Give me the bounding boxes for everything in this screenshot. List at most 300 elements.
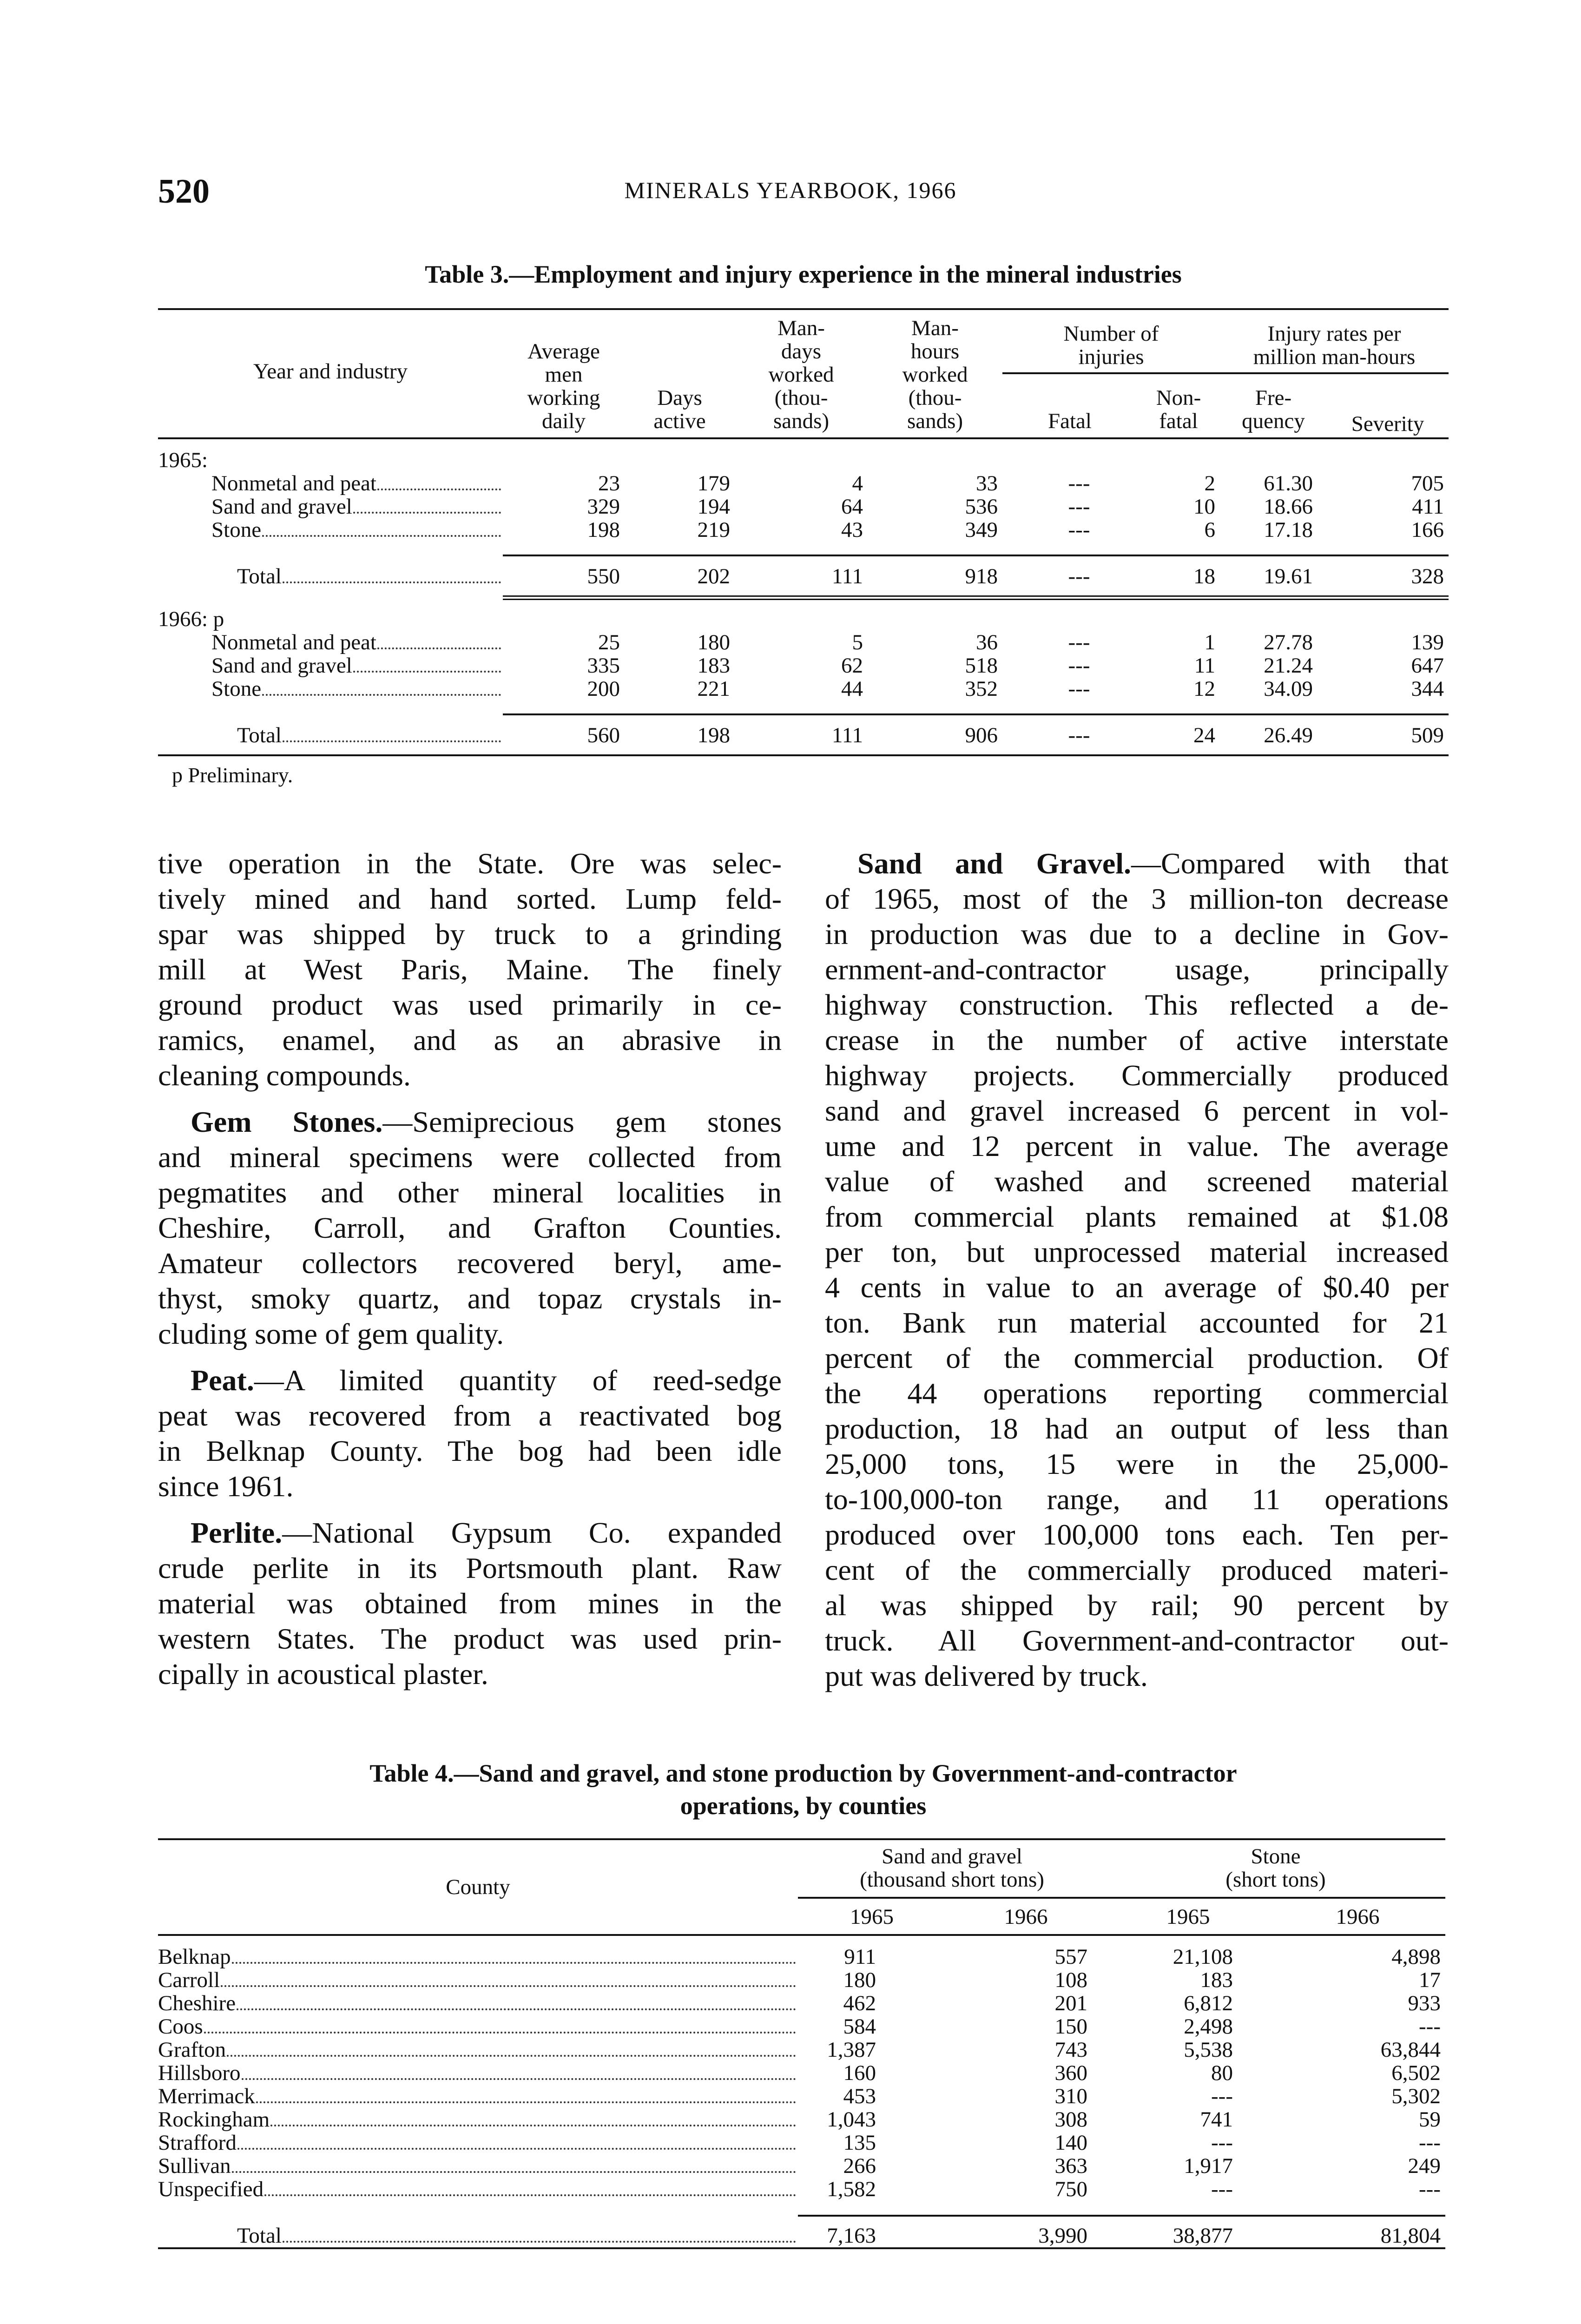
line-text: —A limited quantity of reed-sedge xyxy=(254,1364,782,1397)
header-line: Injury rates per xyxy=(1267,321,1401,346)
dot-leader xyxy=(283,740,501,742)
text-line xyxy=(158,1398,782,1433)
text-line xyxy=(825,1093,1449,1129)
dot-leader xyxy=(232,1962,796,1964)
header-line: hours xyxy=(910,339,960,363)
line-text: ramics, enamel, and as an abrasive in xyxy=(158,1023,782,1056)
table3-total-row xyxy=(158,714,1449,747)
header-line: days xyxy=(781,339,822,363)
header-year: 1965 xyxy=(850,1905,894,1929)
header-line: Stone xyxy=(1251,1844,1301,1868)
year-label: 1966: p xyxy=(158,607,224,631)
paragraph xyxy=(825,846,1449,1694)
line-text: mill at West Paris, Maine. The finely xyxy=(158,953,782,986)
cell-sg1965: 135 xyxy=(843,2131,876,2155)
dot-leader xyxy=(232,2171,796,2173)
dot-leader xyxy=(242,2078,796,2080)
cell-sg1966: 150 xyxy=(1054,2014,1087,2039)
line-text: per ton, but unprocessed material increased xyxy=(825,1235,1449,1268)
line-text: material was obtained from mines in the xyxy=(158,1587,782,1620)
line-text: sand and gravel increased 6 percent in vol- xyxy=(825,1094,1449,1127)
label-with-leader xyxy=(211,472,503,495)
cell-st1966: 81,804 xyxy=(1380,2224,1441,2248)
line-text: tively mined and hand sorted. Lump feld- xyxy=(158,882,782,915)
county-label xyxy=(158,2178,798,2201)
dot-leader xyxy=(237,2148,796,2150)
table4-row xyxy=(158,2061,1445,2085)
cell-sg1965: 453 xyxy=(843,2084,876,2108)
county-label xyxy=(158,2154,798,2178)
cell-men: 335 xyxy=(587,654,620,678)
line-text: tive operation in the State. Ore was selec- xyxy=(158,847,782,880)
cell-severity: 328 xyxy=(1411,564,1444,588)
cell-st1965: 21,108 xyxy=(1173,1945,1233,1969)
county-label xyxy=(158,2131,798,2154)
header-line: quency xyxy=(1242,409,1305,433)
cell-st1966: 17 xyxy=(1419,1968,1441,1992)
dot-leader xyxy=(264,2194,796,2196)
text-line xyxy=(158,917,782,952)
cell-severity: 411 xyxy=(1412,495,1444,519)
line-text: 4 cents in value to an average of $0.40 per xyxy=(825,1271,1449,1304)
text-line xyxy=(158,1469,782,1504)
industry-name: Nonmetal and peat xyxy=(211,472,376,495)
cell-days: 198 xyxy=(697,723,730,747)
line-text: crease in the number of active interstate xyxy=(825,1023,1449,1056)
text-line xyxy=(158,1210,782,1246)
cell-fatal: --- xyxy=(1068,677,1090,701)
cell-sg1965: 160 xyxy=(843,2061,876,2085)
table4-grid xyxy=(158,1838,1445,2249)
total-rule-row xyxy=(158,2201,1445,2216)
row-label xyxy=(158,495,503,518)
county-name: Merrimack xyxy=(158,2085,255,2108)
text-line xyxy=(825,881,1449,917)
cell-man-days: 4 xyxy=(852,471,863,495)
table4-row xyxy=(158,2085,1445,2108)
header-line: sands) xyxy=(773,409,830,433)
county-name: Total xyxy=(237,2224,282,2248)
header-line: Fre- xyxy=(1255,386,1292,410)
cell-sg1966: 308 xyxy=(1054,2107,1087,2132)
header-county: County xyxy=(158,1839,798,1935)
header-line: active xyxy=(653,409,706,433)
header-line: sands) xyxy=(907,409,963,433)
label-with-leader xyxy=(211,631,503,654)
cell-frequency: 18.66 xyxy=(1264,495,1313,519)
text-line xyxy=(825,1411,1449,1446)
header-man-days xyxy=(735,309,868,438)
cell-sg1965: 180 xyxy=(843,1968,876,1992)
cell-men: 25 xyxy=(598,630,620,654)
line-text: produced over 100,000 tons each. Ten per- xyxy=(825,1518,1449,1551)
paragraph xyxy=(158,1104,782,1352)
text-line xyxy=(158,1246,782,1281)
cell-sg1966: 750 xyxy=(1054,2177,1087,2201)
text-line xyxy=(158,1515,782,1551)
text-line xyxy=(825,1164,1449,1199)
header-average-men xyxy=(503,309,625,438)
cell-sg1966: 557 xyxy=(1054,1945,1087,1969)
text-line xyxy=(825,1058,1449,1093)
county-label xyxy=(158,1992,798,2015)
table4-row xyxy=(158,2038,1445,2061)
text-line xyxy=(158,952,782,987)
table4-header-row xyxy=(158,1839,1445,1898)
header-line: million man-hours xyxy=(1253,344,1416,369)
label-with-leader xyxy=(237,2224,798,2247)
industry-name: Sand and gravel xyxy=(211,495,352,518)
text-line xyxy=(158,1621,782,1657)
text-line xyxy=(825,1235,1449,1270)
header-line: Sand and gravel xyxy=(882,1844,1022,1868)
text-line xyxy=(158,1363,782,1398)
line-text: cipally in acoustical plaster. xyxy=(158,1657,488,1690)
line-text: —National Gypsum Co. expanded xyxy=(282,1516,782,1549)
header-line: Number of xyxy=(1063,321,1159,346)
cell-man-days: 64 xyxy=(841,495,863,519)
header-number-of-injuries xyxy=(1002,309,1220,373)
cell-frequency: 61.30 xyxy=(1264,471,1313,495)
paragraph xyxy=(158,1363,782,1504)
label-with-leader xyxy=(158,2015,798,2038)
cell-fatal: --- xyxy=(1068,723,1090,747)
row-label xyxy=(158,654,503,677)
paragraph xyxy=(158,846,782,1093)
dot-leader xyxy=(283,581,501,583)
label-with-leader xyxy=(211,495,503,518)
table3-body xyxy=(158,438,1449,755)
line-text: thyst, smoky quartz, and topaz crystals in- xyxy=(158,1282,782,1315)
county-label xyxy=(158,1968,798,1992)
cell-men: 198 xyxy=(587,518,620,542)
line-text: peat was recovered from a reactivated bog xyxy=(158,1399,782,1432)
cell-st1965: 2,498 xyxy=(1184,2014,1233,2039)
table4-row xyxy=(158,1992,1445,2015)
text-line xyxy=(158,881,782,917)
cell-nonfatal: 11 xyxy=(1194,654,1216,678)
header-line: Man- xyxy=(777,316,825,340)
line-text: highway construction. This reflected a de- xyxy=(825,988,1449,1021)
table4-row xyxy=(158,2131,1445,2154)
label-with-leader xyxy=(158,2154,798,2178)
county-name: Rockingham xyxy=(158,2108,270,2131)
cell-sg1965: 584 xyxy=(843,2014,876,2039)
cell-nonfatal: 24 xyxy=(1193,723,1216,747)
table3-head xyxy=(158,309,1449,438)
header-man-hours xyxy=(868,309,1002,438)
cell-fatal: --- xyxy=(1068,471,1090,495)
cell-st1965: 38,877 xyxy=(1173,2224,1233,2248)
cell-st1966: 4,898 xyxy=(1391,1945,1441,1969)
row-label xyxy=(158,631,503,654)
header-line: worked xyxy=(768,363,834,387)
cell-man-days: 43 xyxy=(841,518,863,542)
table4-row xyxy=(158,1968,1445,1992)
label-with-leader xyxy=(158,1968,798,1992)
line-text: cluding some of gem quality. xyxy=(158,1317,504,1350)
header-severity: Severity xyxy=(1351,412,1424,436)
cell-days: 221 xyxy=(697,677,730,701)
cell-st1966: 59 xyxy=(1419,2107,1441,2132)
text-line xyxy=(825,1588,1449,1623)
cell-men: 23 xyxy=(598,471,620,495)
label-with-leader xyxy=(158,2131,798,2154)
cell-men: 329 xyxy=(587,495,620,519)
table4-head xyxy=(158,1839,1445,1935)
line-text: value of washed and screened material xyxy=(825,1165,1449,1198)
county-name: Strafford xyxy=(158,2131,237,2154)
cell-man-hours: 518 xyxy=(965,654,998,678)
label-with-leader xyxy=(158,2038,798,2061)
line-text: percent of the commercial production. Of xyxy=(825,1341,1449,1374)
cell-severity: 509 xyxy=(1411,723,1444,747)
cell-men: 550 xyxy=(587,564,620,588)
table3-total-row xyxy=(158,555,1449,588)
industry-name: Stone xyxy=(211,518,262,541)
dot-leader xyxy=(270,2125,796,2126)
text-line xyxy=(158,987,782,1023)
cell-man-days: 111 xyxy=(831,564,863,588)
cell-fatal: --- xyxy=(1068,518,1090,542)
cell-days: 219 xyxy=(697,518,730,542)
dot-leader xyxy=(256,2101,796,2103)
line-text: in Belknap County. The bog had been idle xyxy=(158,1434,782,1467)
line-text: ground product was used primarily in ce- xyxy=(158,988,782,1021)
header-line: working xyxy=(527,386,600,410)
cell-frequency: 34.09 xyxy=(1264,677,1313,701)
cell-st1965: 1,917 xyxy=(1184,2154,1233,2178)
label-with-leader xyxy=(158,2085,798,2108)
county-name: Hillsboro xyxy=(158,2061,241,2085)
row-label xyxy=(158,472,503,495)
table3-grid xyxy=(158,308,1449,756)
page-number: 520 xyxy=(158,172,210,211)
header-injury-rates xyxy=(1220,309,1449,373)
line-text: ernment-and-contractor usage, principally xyxy=(825,953,1449,986)
header-line: (thou- xyxy=(774,386,828,410)
label-with-leader xyxy=(158,2108,798,2131)
label-with-leader xyxy=(237,565,503,588)
cell-frequency: 21.24 xyxy=(1264,654,1313,678)
cell-sg1966: 743 xyxy=(1054,2038,1087,2062)
cell-fatal: --- xyxy=(1068,564,1090,588)
cell-sg1966: 360 xyxy=(1054,2061,1087,2085)
table3-row xyxy=(158,631,1449,654)
text-line xyxy=(825,1270,1449,1305)
cell-sg1965: 7,163 xyxy=(827,2224,876,2248)
table3-footnote: p Preliminary. xyxy=(172,763,293,787)
total-rule-row xyxy=(158,541,1449,555)
cell-frequency: 19.61 xyxy=(1264,564,1313,588)
table4-title xyxy=(158,1757,1449,1822)
cell-sg1966: 3,990 xyxy=(1038,2224,1087,2248)
dot-leader xyxy=(227,2055,796,2057)
table3-year-row xyxy=(158,438,1449,472)
text-line xyxy=(825,1658,1449,1694)
cell-st1965: 5,538 xyxy=(1184,2038,1233,2062)
dot-leader xyxy=(221,1985,796,1987)
left-text-column xyxy=(158,846,782,1703)
line-text: and mineral specimens were collected from xyxy=(158,1141,782,1174)
dot-leader xyxy=(204,2032,796,2034)
text-line xyxy=(825,952,1449,987)
cell-days: 202 xyxy=(697,564,730,588)
county-label xyxy=(158,2216,798,2248)
industry-name: Nonmetal and peat xyxy=(211,631,376,654)
text-line xyxy=(158,846,782,881)
table4-body xyxy=(158,1935,1445,2248)
text-line xyxy=(825,1552,1449,1588)
text-line xyxy=(825,1482,1449,1517)
header-line: (thousand short tons) xyxy=(860,1868,1044,1892)
table4-title-line: operations, by counties xyxy=(680,1792,927,1820)
line-text: Cheshire, Carroll, and Grafton Counties. xyxy=(158,1211,782,1244)
cell-severity: 705 xyxy=(1411,471,1444,495)
cell-sg1965: 911 xyxy=(844,1945,876,1969)
header-year: 1966 xyxy=(1004,1905,1048,1929)
header-line: (thou- xyxy=(908,386,962,410)
table4-row xyxy=(158,2154,1445,2178)
header-line: Average xyxy=(527,339,600,363)
line-text: Amateur collectors recovered beryl, ame- xyxy=(158,1247,782,1280)
total-rule-row xyxy=(158,700,1449,714)
text-line xyxy=(825,1340,1449,1376)
dot-leader xyxy=(237,2008,796,2010)
cell-severity: 344 xyxy=(1411,677,1444,701)
table3-row xyxy=(158,495,1449,518)
header-line: (short tons) xyxy=(1225,1868,1326,1892)
county-name: Belknap xyxy=(158,1945,231,1968)
table4-row xyxy=(158,1945,1445,1968)
line-text: cleaning compounds. xyxy=(158,1059,411,1092)
header-year: 1966 xyxy=(1336,1905,1380,1929)
cell-fatal: --- xyxy=(1068,654,1090,678)
county-name: Unspecified xyxy=(158,2178,264,2201)
cell-nonfatal: 12 xyxy=(1193,677,1216,701)
cell-sg1966: 108 xyxy=(1054,1968,1087,1992)
cell-fatal: --- xyxy=(1068,495,1090,519)
text-line xyxy=(825,846,1449,881)
line-text: al was shipped by rail; 90 percent by xyxy=(825,1589,1449,1622)
table3-header-row xyxy=(158,309,1449,373)
cell-st1966: 6,502 xyxy=(1391,2061,1441,2085)
cell-severity: 139 xyxy=(1411,630,1444,654)
line-text: the 44 operations reporting commercial xyxy=(825,1377,1449,1410)
cell-st1965: --- xyxy=(1211,2131,1233,2155)
year-label: 1965: xyxy=(158,448,208,472)
cell-st1966: 5,302 xyxy=(1391,2084,1441,2108)
header-line: fatal xyxy=(1159,409,1198,433)
line-text: pegmatites and other mineral localities in xyxy=(158,1176,782,1209)
industry-name: Total xyxy=(237,564,282,588)
table4-row xyxy=(158,2108,1445,2131)
text-line xyxy=(825,1023,1449,1058)
dot-leader xyxy=(262,694,501,696)
label-with-leader xyxy=(158,2178,798,2201)
spacer xyxy=(158,1935,1445,1945)
cell-man-hours: 349 xyxy=(965,518,998,542)
line-text: from commercial plants remained at $1.08 xyxy=(825,1200,1449,1233)
text-line xyxy=(158,1586,782,1621)
dot-leader xyxy=(377,647,501,649)
section-heading: Sand and Gravel. xyxy=(857,847,1131,880)
cell-st1966: --- xyxy=(1419,2014,1441,2039)
cell-sg1965: 1,043 xyxy=(827,2107,876,2132)
cell-sg1965: 1,582 xyxy=(827,2177,876,2201)
table4-total-row xyxy=(158,2216,1445,2248)
header-line: Man- xyxy=(911,316,959,340)
row-label xyxy=(158,555,503,588)
text-line xyxy=(825,1446,1449,1482)
header-days-active xyxy=(625,309,735,438)
total-bottom-rule xyxy=(158,747,1449,755)
text-line xyxy=(825,1623,1449,1658)
cell-nonfatal: 18 xyxy=(1193,564,1216,588)
cell-days: 180 xyxy=(697,630,730,654)
line-text: western States. The product was used prin- xyxy=(158,1622,782,1655)
label-with-leader xyxy=(211,518,503,541)
line-text: spar was shipped by truck to a grinding xyxy=(158,918,782,951)
table3-row xyxy=(158,472,1449,495)
county-label xyxy=(158,2015,798,2038)
line-text: to-100,000-ton range, and 11 operations xyxy=(825,1483,1449,1516)
county-label xyxy=(158,2085,798,2108)
label-with-leader xyxy=(211,677,503,700)
cell-man-hours: 36 xyxy=(976,630,998,654)
table3-year-row xyxy=(158,598,1449,631)
running-title: MINERALS YEARBOOK, 1966 xyxy=(624,177,957,203)
industry-name: Sand and gravel xyxy=(211,654,352,677)
header-frequency xyxy=(1220,373,1327,438)
text-line xyxy=(158,1175,782,1210)
text-line xyxy=(158,1657,782,1692)
cell-man-days: 5 xyxy=(852,630,863,654)
cell-sg1966: 201 xyxy=(1054,1991,1087,2015)
cell-frequency: 26.49 xyxy=(1264,723,1313,747)
header-line: Non- xyxy=(1156,386,1201,410)
cell-sg1966: 310 xyxy=(1054,2084,1087,2108)
county-name: Cheshire xyxy=(158,1992,236,2015)
cell-men: 560 xyxy=(587,723,620,747)
cell-st1965: 80 xyxy=(1211,2061,1233,2085)
section-heading: Perlite. xyxy=(191,1516,283,1549)
text-line xyxy=(825,987,1449,1023)
cell-severity: 166 xyxy=(1411,518,1444,542)
table3 xyxy=(158,308,1449,787)
cell-man-hours: 536 xyxy=(965,495,998,519)
line-text: ume and 12 percent in value. The average xyxy=(825,1129,1449,1162)
county-label xyxy=(158,2061,798,2085)
dot-leader xyxy=(262,535,501,537)
cell-st1965: 183 xyxy=(1200,1968,1233,1992)
cell-nonfatal: 6 xyxy=(1204,518,1216,542)
cell-st1965: 741 xyxy=(1200,2107,1233,2132)
text-line xyxy=(158,1058,782,1093)
line-text: cent of the commercially produced materi- xyxy=(825,1553,1449,1586)
section-heading: Gem Stones. xyxy=(191,1105,383,1138)
cell-st1966: --- xyxy=(1419,2177,1441,2201)
cell-man-hours: 906 xyxy=(965,723,998,747)
table4 xyxy=(158,1838,1445,2249)
cell-st1966: 933 xyxy=(1408,1991,1441,2015)
cell-sg1965: 462 xyxy=(843,1991,876,2015)
line-text: 25,000 tons, 15 were in the 25,000- xyxy=(825,1447,1449,1480)
cell-men: 200 xyxy=(587,677,620,701)
header-sand-gravel xyxy=(798,1839,1106,1898)
text-line xyxy=(825,1129,1449,1164)
cell-nonfatal: 1 xyxy=(1204,630,1216,654)
